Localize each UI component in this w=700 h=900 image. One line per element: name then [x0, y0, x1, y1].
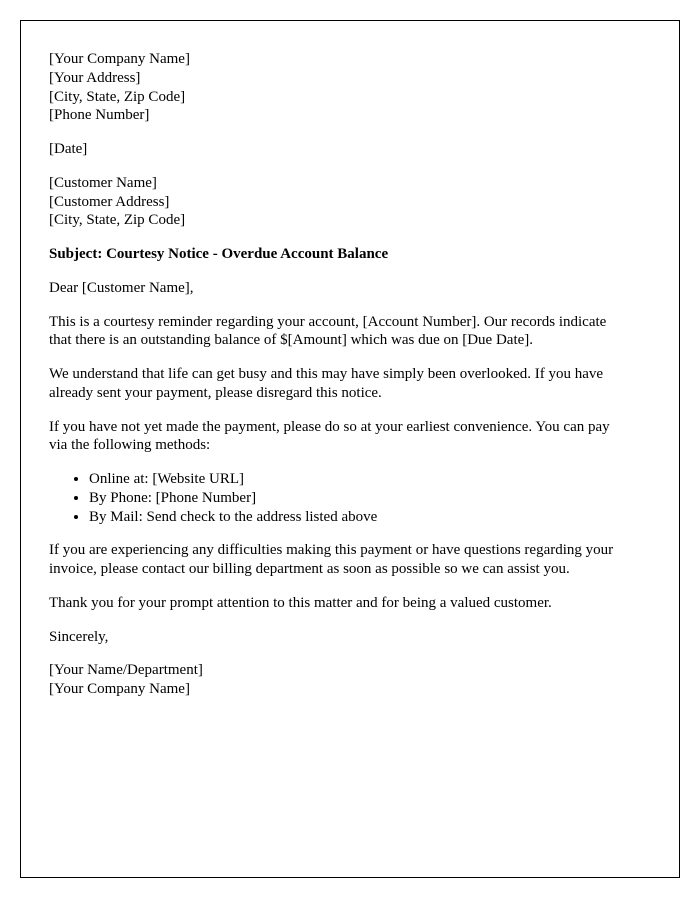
signature-block: [49, 661, 629, 699]
payment-method-phone: • By Phone: [Phone Number]: [89, 489, 629, 508]
recipient-address: [Customer Address]: [49, 193, 170, 210]
sender-address: [Your Address]: [49, 69, 141, 86]
sender-block: [49, 50, 629, 125]
payment-method-mail: • By Mail: Send check to the address listed above: [89, 508, 629, 527]
payment-methods-list: [49, 470, 629, 526]
sender-phone: [Phone Number]: [49, 107, 150, 124]
sender-city-state-zip: [City, State, Zip Code]: [49, 88, 186, 105]
letter-page: [20, 20, 680, 878]
paragraph-overlooked: We understand that life can get busy and this may have simply been overlooked. If you have already sent your payment, please disregard this notice.: [49, 366, 604, 401]
paragraph-difficulties: If you are experiencing any difficulties making this payment or have questions regarding your invoice, please contact our billing department as soon as possible so we can assist you.: [49, 542, 614, 577]
paragraph-thanks: Thank you for your prompt attention to this matter and for being a valued customer.: [49, 594, 552, 611]
paragraph-payment-request: If you have not yet made the payment, please do so at your earliest convenience. You can pay via the following methods:: [49, 418, 610, 454]
signature-company: [Your Company Name]: [49, 681, 190, 697]
date-line: [Date]: [49, 141, 88, 157]
recipient-name: [Customer Name]: [49, 174, 157, 191]
subject-line: Subject: Courtesy Notice - Overdue Account Balance: [49, 246, 389, 262]
sender-company: [Your Company Name]: [49, 51, 190, 67]
signoff: Sincerely,: [49, 628, 109, 645]
recipient-city-state-zip: [City, State, Zip Code]: [49, 212, 186, 229]
paragraph-reminder: This is a courtesy reminder regarding your account, [Account Number]. Our records indicate that there is an outstanding balance of $[Amount] which was due on [Due Date].: [49, 313, 607, 349]
signature-name-department: [Your Name/Department]: [49, 662, 203, 679]
recipient-block: [49, 174, 629, 230]
payment-method-online: • Online at: [Website URL]: [89, 470, 629, 489]
salutation: Dear [Customer Name],: [49, 279, 194, 296]
